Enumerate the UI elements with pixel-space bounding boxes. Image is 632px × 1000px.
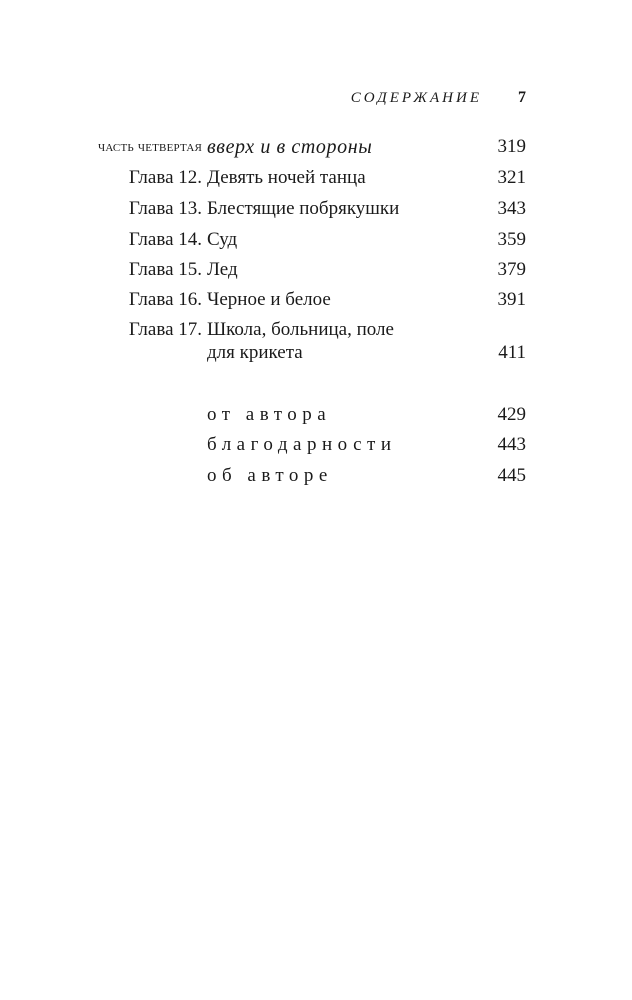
toc-chapter-entry[interactable] [0, 167, 632, 195]
toc-back-matter-entry[interactable] [0, 434, 632, 462]
toc-chapter-entry[interactable] [0, 259, 632, 287]
chapter-label: Глава 14. [128, 229, 202, 250]
toc-chapter-entry-continued[interactable] [0, 342, 632, 370]
chapter-page: 359 [497, 229, 526, 250]
toc-chapter-entry[interactable] [0, 229, 632, 257]
chapter-title: Суд [207, 229, 238, 250]
chapter-title-line1: Школа, больница, поле [207, 319, 394, 340]
chapter-page: 343 [497, 198, 526, 219]
chapter-title: Блестящие побрякушки [207, 198, 400, 219]
chapter-label: Глава 12. [128, 167, 202, 188]
chapter-title: Девять ночей танца [207, 167, 366, 188]
back-matter-page: 445 [497, 465, 526, 486]
chapter-title-line2: для крикета [207, 342, 303, 363]
toc-part-entry[interactable] [0, 136, 632, 164]
part-title: вверх и в стороны [207, 136, 373, 158]
chapter-title: Черное и белое [207, 289, 331, 310]
back-matter-title: об авторе [207, 465, 333, 486]
part-label: часть четвертая [97, 139, 202, 155]
back-matter-page: 443 [497, 434, 526, 455]
chapter-page: 379 [497, 259, 526, 280]
chapter-page: 321 [497, 167, 526, 188]
toc-back-matter-entry[interactable] [0, 465, 632, 493]
back-matter-title: благодарности [207, 434, 397, 455]
toc-chapter-entry[interactable] [0, 198, 632, 226]
chapter-label: Глава 17. [128, 319, 202, 340]
toc-back-matter-entry[interactable] [0, 404, 632, 432]
part-page: 319 [497, 136, 526, 157]
page-number: 7 [518, 89, 526, 106]
back-matter-page: 429 [497, 404, 526, 425]
running-head [0, 90, 632, 114]
chapter-label: Глава 13. [128, 198, 202, 219]
chapter-title: Лед [207, 259, 238, 280]
chapter-page: 391 [497, 289, 526, 310]
chapter-page: 411 [498, 342, 526, 363]
toc-chapter-entry[interactable] [0, 289, 632, 317]
chapter-label: Глава 16. [128, 289, 202, 310]
back-matter-title: от автора [207, 404, 332, 425]
chapter-label: Глава 15. [128, 259, 202, 280]
running-title: СОДЕРЖАНИЕ [350, 90, 482, 106]
